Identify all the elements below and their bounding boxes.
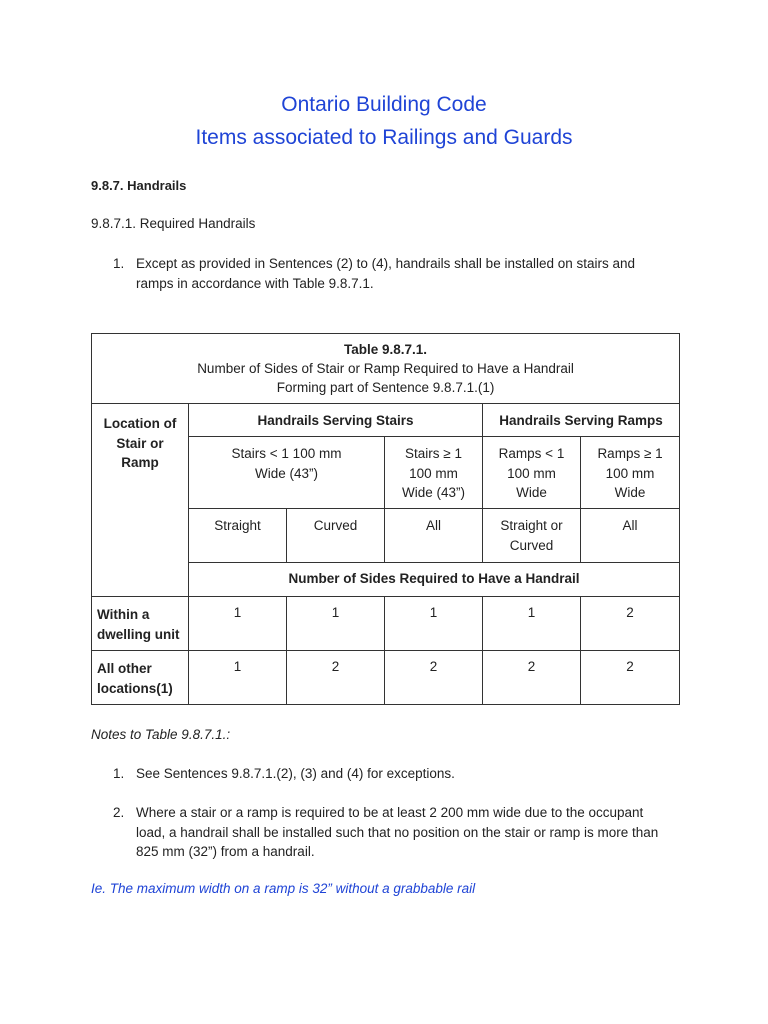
table-caption-title: Table 9.8.7.1.	[344, 342, 428, 357]
handrail-table	[91, 333, 680, 705]
type-straight: Straight	[189, 509, 287, 563]
type-all-stairs: All	[385, 509, 483, 563]
table-cell: 2	[385, 651, 483, 705]
note-number: 2.	[113, 805, 125, 820]
table-caption-description: Number of Sides of Stair or Ramp Required to Have a Handrail	[197, 361, 574, 376]
row-label-dwelling: Within a dwelling unit	[92, 597, 189, 651]
stairs-wide-header	[385, 437, 483, 509]
ramps-wide-header-text: Ramps ≥ 1 100 mm Wide	[597, 446, 663, 500]
table-cell: 1	[385, 597, 483, 651]
table-cell: 1	[189, 597, 287, 651]
table-cell: 2	[483, 651, 581, 705]
stairs-narrow-header	[189, 437, 385, 509]
table-cell: 2	[581, 651, 680, 705]
ramps-header: Handrails Serving Ramps	[483, 404, 680, 437]
section-heading: 9.8.7. Handrails	[91, 178, 187, 193]
remark-note: Ie. The maximum width on a ramp is 32” without a grabbable rail	[91, 881, 476, 896]
sentence-number: 1.	[113, 256, 125, 271]
subsection-heading: 9.8.7.1. Required Handrails	[91, 216, 256, 231]
stairs-wide-header-text: Stairs ≥ 1 100 mm Wide (43”)	[401, 446, 465, 500]
table-cell: 2	[581, 597, 680, 651]
note-text: Where a stair or a ramp is required to be at least 2 200 mm wide due to the occupant load, a handrail shall be installed such that no position on the stair or ramp is more than 825 mm (32”) from a handrail.	[136, 805, 659, 859]
ramps-wide-header	[581, 437, 680, 509]
notes-heading: Notes to Table 9.8.7.1.:	[91, 727, 231, 742]
table-cell: 2	[287, 651, 385, 705]
ramps-narrow-header	[483, 437, 581, 509]
type-curved: Curved	[287, 509, 385, 563]
type-all-ramps: All	[581, 509, 680, 563]
ramps-narrow-header-text: Ramps < 1 100 mm Wide	[498, 446, 565, 500]
note-text: See Sentences 9.8.7.1.(2), (3) and (4) for exceptions.	[136, 766, 455, 781]
location-header	[92, 404, 189, 597]
table-cell: 1	[483, 597, 581, 651]
type-straight-or-curved	[483, 509, 581, 563]
page-subtitle: Items associated to Railings and Guards	[195, 126, 573, 149]
sides-required-header: Number of Sides Required to Have a Handrail	[189, 563, 680, 597]
stairs-narrow-header-text: Stairs < 1 100 mm Wide (43”)	[231, 446, 342, 481]
sentence-text: Except as provided in Sentences (2) to (4), handrails shall be installed on stairs and ramps in accordance with Table 9.8.7.1.	[136, 256, 636, 291]
note-number: 1.	[113, 766, 125, 781]
table-cell: 1	[287, 597, 385, 651]
stairs-header: Handrails Serving Stairs	[189, 404, 483, 437]
type-straight-or-curved-text: Straight or Curved	[500, 518, 563, 553]
table-cell: 1	[189, 651, 287, 705]
location-header-text: Location of Stair or Ramp	[103, 416, 177, 470]
row-label-other: All other locations(1)	[92, 651, 189, 705]
table-caption	[92, 334, 680, 404]
page-title: Ontario Building Code	[281, 93, 487, 116]
table-caption-reference: Forming part of Sentence 9.8.7.1.(1)	[276, 380, 495, 395]
